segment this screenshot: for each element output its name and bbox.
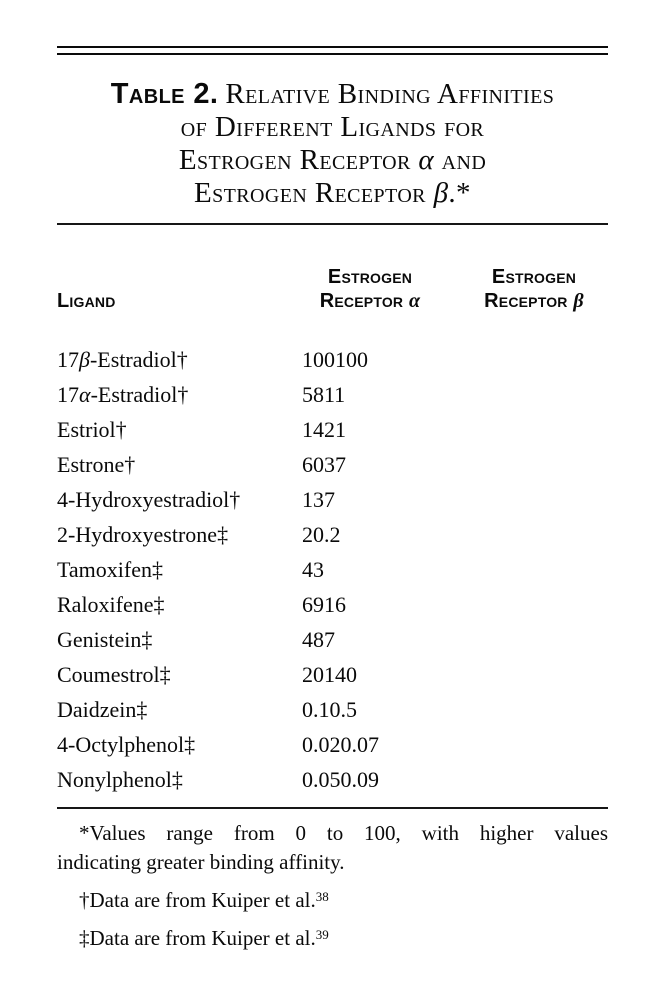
value-integer-part: 20 [302,661,324,687]
ligand-cell: 17β-Estradiol† [57,346,188,372]
value-cell-er-beta [341,732,380,758]
value-integer-part: 13 [302,486,324,512]
ligand-cell: Estrone† [57,451,136,477]
value-cell-er-alpha [302,417,324,443]
value-integer-part: 3 [313,556,324,582]
column-header-line: Estrogen [491,266,577,288]
value-integer-part: 7 [324,486,335,512]
value-integer-part: 0 [329,696,341,722]
value-integer-part: 100 [335,346,368,372]
value-cell-er-alpha [302,347,335,373]
table-row [57,447,608,482]
value-integer-part: 2 [302,521,313,547]
ligand-cell: Daidzein‡ [57,696,148,722]
footnotes [57,819,608,953]
value-cell-er-beta [324,417,346,443]
column-header-estrogen-receptor-alpha [312,265,428,313]
greek-letter: β [79,346,90,372]
header-rule [57,223,608,225]
table-row [57,762,608,797]
value-integer-part: 21 [324,416,346,442]
value-integer-part: 140 [324,661,357,687]
value-integer-part: 11 [324,381,346,407]
value-cell-er-alpha [302,487,324,513]
title-line-4: Estrogen Receptor β.* [194,177,471,209]
value-cell-er-beta [313,557,324,583]
greek-letter: α [418,144,434,176]
value-integer-part: 58 [302,381,324,407]
value-cell-er-alpha [302,662,324,688]
ligand-cell: Estriol† [57,416,127,442]
value-cell-er-alpha [302,732,341,758]
table-row [57,482,608,517]
table-bottom-rule [57,807,608,809]
value-integer-part: 4 [302,556,313,582]
value-integer-part: 4 [302,626,313,652]
footnote-dagger-text: †Data are from Kuiper et al. [79,888,316,912]
greek-letter: β [433,177,449,209]
ligand-cell: 4-Hydroxyestradiol† [57,486,241,512]
title-line-2: of Different Ligands for [180,111,485,143]
ligand-cell: Coumestrol‡ [57,661,171,687]
table-header-row [57,265,608,315]
value-integer-part: 0 [302,766,313,792]
value-cell-er-beta [324,662,357,688]
value-cell-er-beta [324,592,346,618]
table-row [57,412,608,447]
value-cell-er-beta [324,487,335,513]
value-fraction-part: .2 [324,521,341,547]
value-fraction-part: .05 [313,766,341,792]
table-row [57,622,608,657]
table-number-label: Table 2. [110,78,219,110]
title-line-1-text: Relative Binding Affinities [225,78,555,110]
table-row [57,377,608,412]
ligand-cell: 2-Hydroxyestrone‡ [57,521,229,547]
ligand-cell: Tamoxifen‡ [57,556,163,582]
table-row [57,727,608,762]
reference-superscript: 39 [315,927,329,942]
column-header-ligand: Ligand [57,290,116,312]
table-row [57,657,608,692]
ligand-cell: 17α-Estradiol† [57,381,189,407]
value-fraction-part: .07 [351,731,379,757]
value-cell-er-beta [330,697,358,723]
column-header-line: Receptor α [319,290,421,312]
footnote-double-dagger [57,924,608,953]
value-fraction-part: .02 [313,731,341,757]
reference-superscript: 38 [315,889,329,904]
value-fraction-part: .09 [351,766,379,792]
value-integer-part: 37 [324,451,346,477]
value-integer-part: 87 [313,626,335,652]
value-integer-part: 14 [302,416,324,442]
value-cell-er-alpha [302,627,313,653]
table-row [57,342,608,377]
value-cell-er-beta [313,522,341,548]
table-row [57,587,608,622]
footnote-dagger [57,886,608,915]
value-cell-er-alpha [302,767,341,793]
value-fraction-part: .1 [313,696,330,722]
greek-letter: α [79,381,91,407]
value-integer-part: 60 [302,451,324,477]
ligand-cell: Raloxifene‡ [57,591,165,617]
footnote-double-dagger-text: ‡Data are from Kuiper et al. [79,926,316,950]
greek-letter: α [408,290,421,312]
value-cell-er-beta [324,452,346,478]
value-integer-part: 0 [302,696,313,722]
value-integer-part: 0 [302,731,313,757]
column-header-line: Receptor β [484,290,584,312]
column-header-estrogen-receptor-beta [474,265,594,313]
value-integer-part: 69 [302,591,324,617]
footnote-star-line-2: indicating greater binding affinity. [57,850,345,874]
value-cell-er-alpha [302,697,330,723]
table-body [57,342,608,797]
value-cell-er-alpha [302,522,313,548]
footnote-star [57,819,608,877]
value-cell-er-alpha [302,452,324,478]
title-line-3: Estrogen Receptor α and [178,144,487,176]
value-cell-er-beta [335,347,368,373]
value-integer-part: 0 [340,731,352,757]
column-header-line: Estrogen [327,266,413,288]
table-title [57,78,608,210]
value-cell-er-beta [341,767,380,793]
title-line-1 [57,78,608,111]
footnote-star-line-1: *Values range from 0 to 100, with higher values [79,821,608,845]
table-row [57,517,608,552]
value-integer-part: 0 [313,521,324,547]
value-cell-er-alpha [302,557,313,583]
value-integer-part: 0 [340,766,352,792]
table-row [57,692,608,727]
ligand-cell: Genistein‡ [57,626,153,652]
ligand-cell: Nonylphenol‡ [57,766,183,792]
value-cell-er-beta [313,627,335,653]
greek-letter: β [573,290,584,312]
value-integer-part: 100 [302,346,335,372]
ligand-cell: 4-Octylphenol‡ [57,731,196,757]
value-integer-part: 16 [324,591,346,617]
value-fraction-part: .5 [340,696,357,722]
value-cell-er-beta [324,382,345,408]
top-double-rule [57,46,608,55]
value-cell-er-alpha [302,382,324,408]
table-row [57,552,608,587]
value-cell-er-alpha [302,592,324,618]
